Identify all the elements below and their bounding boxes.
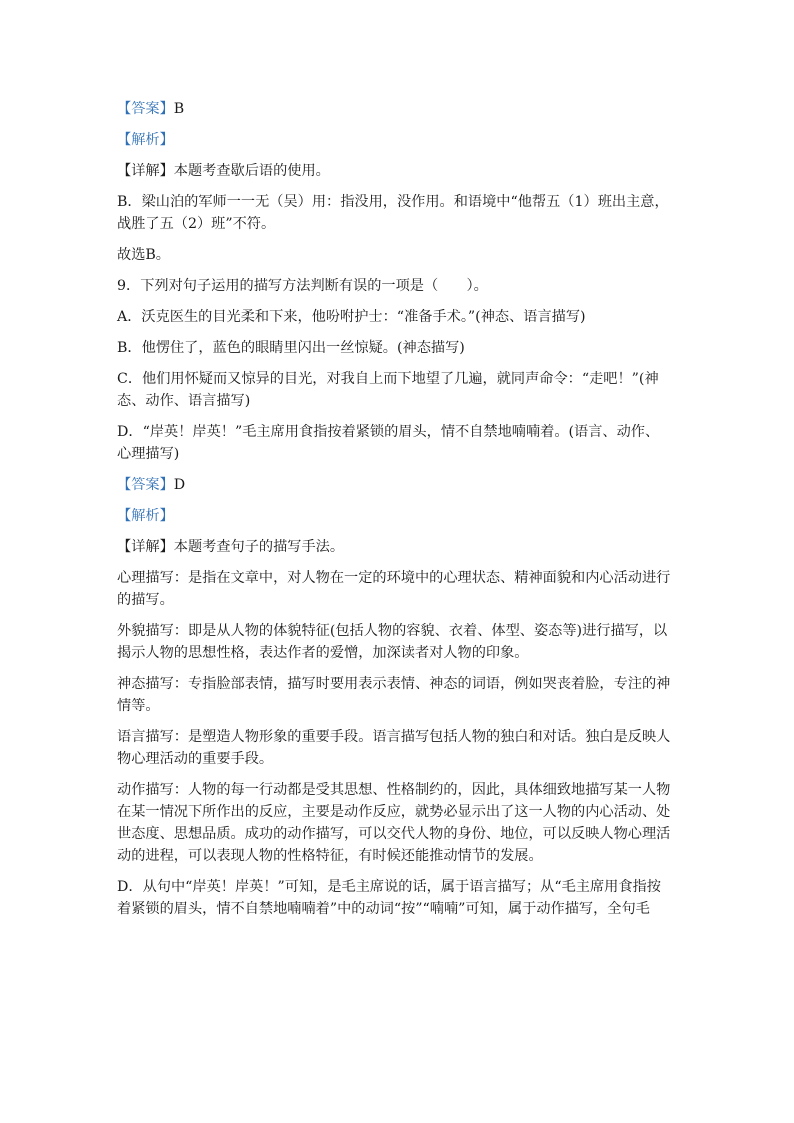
answer-tag: 【答案】	[117, 477, 174, 493]
psych-line-2: 的描写。	[117, 592, 174, 608]
option-b-text: B．他愣住了，蓝色的眼睛里闪出一丝惊疑。(神态描写)	[117, 340, 465, 356]
document-page	[117, 98, 677, 929]
option-b	[117, 337, 677, 359]
action-description	[117, 779, 677, 867]
analysis-tag: 【解析】	[117, 508, 174, 524]
answer-tag: 【答案】	[117, 101, 174, 117]
explanation-d-line-2: 着紧锁的眉头，情不自禁地喃喃着”中的动词“按”“喃喃”可知，属于动作描写，全句毛	[117, 901, 650, 917]
detail-tag: 【详解】	[117, 539, 174, 555]
appearance-line-2: 揭示人物的思想性格，表达作者的爱憎，加深读者对人物的印象。	[117, 645, 529, 661]
analysis-heading-1	[117, 129, 677, 151]
explanation-b	[117, 191, 677, 235]
language-description	[117, 726, 677, 770]
conclusion-1	[117, 244, 677, 266]
action-line-4: 动的进程，可以表现人物的性格特征，有时候还能推动情节的发展。	[117, 848, 543, 864]
expression-description	[117, 673, 677, 717]
option-c-line-2: 态、动作、语言描写)	[117, 393, 251, 409]
psych-line-1: 心理描写：是指在文章中，对人物在一定的环境中的心理状态、精神面貌和内心活动进行	[117, 570, 671, 586]
option-a	[117, 306, 677, 328]
language-line-1: 语言描写：是塑造人物形象的重要手段。语言描写包括人物的独白和对话。独白是反映人	[117, 729, 671, 745]
detail-tag: 【详解】	[117, 163, 174, 179]
detail-2	[117, 536, 677, 558]
option-a-text: A．沃克医生的目光柔和下来，他吩咐护士：“准备手术。”(神态、语言描写)	[117, 309, 586, 325]
appearance-description	[117, 620, 677, 664]
question-stem-text: 9．下列对句子运用的描写方法判断有误的一项是（ ）。	[117, 278, 488, 294]
explanation-b-line-2: 战胜了五（2）班”不符。	[117, 216, 276, 232]
answer-line	[117, 98, 677, 120]
appearance-line-1: 外貌描写：即是从人物的体貌特征(包括人物的容貌、衣着、体型、姿态等)进行描写，以	[117, 623, 668, 639]
expression-line-2: 情等。	[117, 698, 160, 714]
explanation-b-line-1: B．梁山泊的军师一一无（吴）用：指没用，没作用。和语境中“他帮五（1）班出主意，	[117, 194, 669, 210]
detail-text: 本题考查句子的描写手法。	[173, 539, 345, 555]
action-line-3: 世态度、思想品质。成功的动作描写，可以交代人物的身份、地位，可以反映人物心理活	[117, 826, 671, 842]
conclusion-text: 故选B。	[117, 247, 170, 263]
action-line-2: 在某一情况下所作出的反应，主要是动作反应，就势必显示出了这一人物的内心活动、处	[117, 804, 671, 820]
detail-1	[117, 160, 677, 182]
detail-line	[117, 160, 677, 182]
language-line-2: 物心理活动的重要手段。	[117, 751, 274, 767]
psychological-description	[117, 567, 677, 611]
answer-value: B	[173, 101, 185, 117]
option-d-line-2: 心理描写)	[117, 446, 180, 462]
answer-block-1	[117, 98, 677, 120]
analysis-heading-2	[117, 505, 677, 527]
expression-line-1: 神态描写：专指脸部表情，描写时要用表示表情、神态的词语，例如哭丧着脸，专注的神	[117, 676, 671, 692]
detail-line	[117, 536, 677, 558]
option-d-line-1: D．“岸英！岸英！”毛主席用食指按着紧锁的眉头，情不自禁地喃喃着。(语言、动作、	[117, 424, 660, 440]
detail-text: 本题考查歇后语的使用。	[173, 163, 330, 179]
answer-value: D	[173, 477, 186, 493]
question-9-stem	[117, 275, 677, 297]
answer-block-2	[117, 474, 677, 496]
analysis-tag: 【解析】	[117, 132, 174, 148]
option-c	[117, 368, 677, 412]
action-line-1: 动作描写：人物的每一行动都是受其思想、性格制约的，因此，具体细致地描写某一人物	[117, 782, 671, 798]
explanation-d	[117, 876, 677, 920]
answer-line	[117, 474, 677, 496]
explanation-d-line-1: D．从句中“岸英！岸英！”可知，是毛主席说的话，属于语言描写；从“毛主席用食指按	[117, 879, 661, 895]
option-d	[117, 421, 677, 465]
option-c-line-1: C．他们用怀疑而又惊异的目光，对我自上而下地望了几遍，就同声命令：“走吧！”(神	[117, 371, 659, 387]
